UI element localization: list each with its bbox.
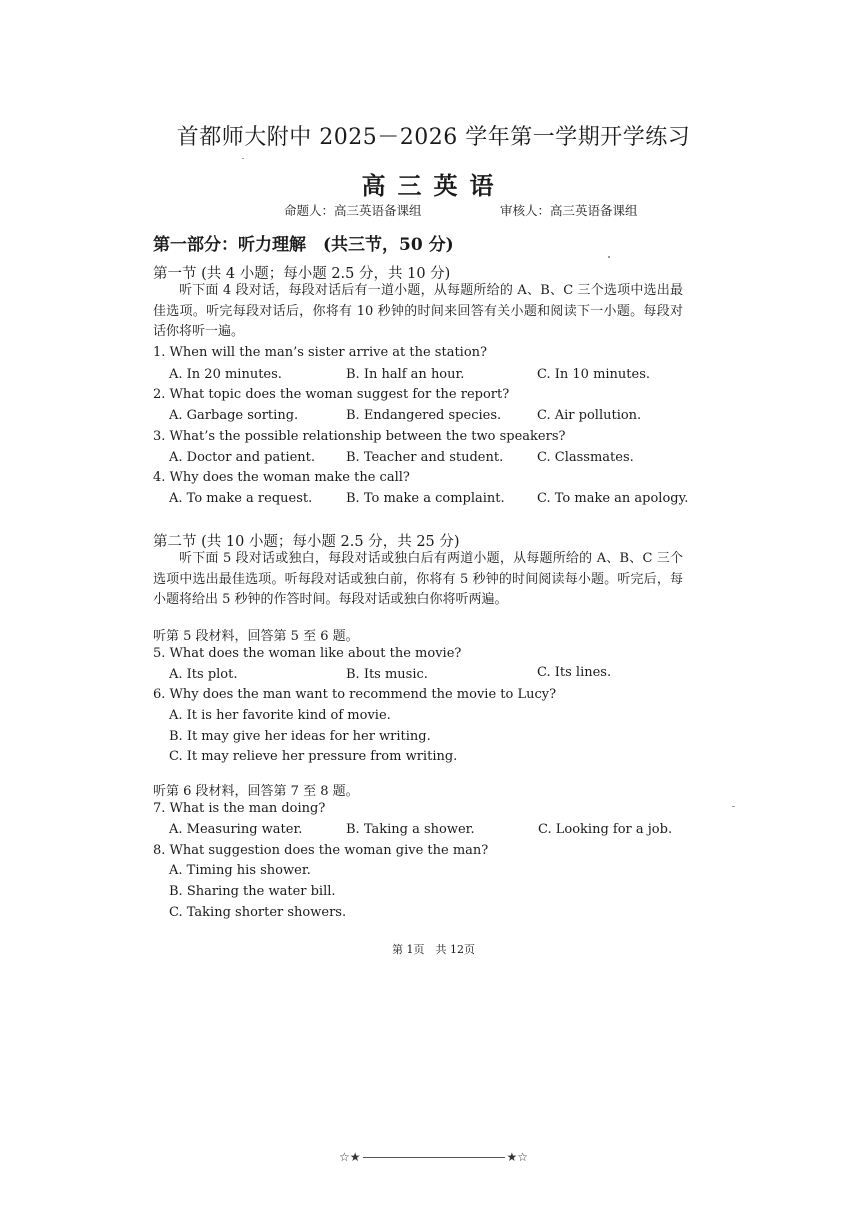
q3-option-c: C. Classmates. — [537, 450, 634, 465]
q2-option-c: C. Air pollution. — [537, 408, 642, 423]
q1-option-a: A. In 20 minutes. — [169, 367, 282, 382]
part1-heading: 第一部分：听力理解 (共三节，50 分) — [153, 235, 454, 255]
section1-heading: 第一节 (共 4 小题；每小题 2.5 分，共 10 分) — [153, 266, 451, 282]
q4-option-b: B. To make a complaint. — [346, 491, 505, 506]
author-label: 命题人：高三英语备课组 — [284, 203, 422, 218]
page-number: 第 1页 共 12页 — [392, 943, 475, 956]
section2-instruction: 听下面 5 段对话或独白，每段对话或独白后有两道小题，从每题所给的 A、B、C 三个选项中选出最佳选项。听每段对话或独白前，你将有 5 秒钟的时间阅读每小题。听完后，每小题将给出 5 秒钟的作答时间。每段对话或独白你将听两遍。 — [153, 551, 683, 607]
subject-title: 高三英语 — [361, 171, 506, 200]
material-6-label: 听第 6 段材料，回答第 7 至 8 题。 — [153, 784, 359, 799]
reviewer-label: 审核人：高三英语备课组 — [500, 203, 638, 218]
section2-heading: 第二节 (共 10 小题；每小题 2.5 分，共 25 分) — [153, 534, 460, 550]
question-6: 6. Why does the man want to recommend the movie to Lucy? — [153, 687, 557, 702]
q4-option-c: C. To make an apology. — [537, 491, 689, 506]
q3-option-a: A. Doctor and patient. — [169, 450, 316, 465]
q8-option-c: C. Taking shorter showers. — [169, 905, 347, 920]
question-2: 2. What topic does the woman suggest for the report? — [153, 387, 510, 402]
q5-option-a: A. Its plot. — [169, 667, 238, 682]
question-7: 7. What is the man doing? — [153, 801, 326, 816]
q6-option-c: C. It may relieve her pressure from writing. — [169, 749, 458, 764]
question-4: 4. Why does the woman make the call? — [153, 470, 410, 485]
divider-line — [363, 1157, 505, 1158]
scan-speck — [608, 256, 610, 258]
bottom-decoration — [0, 1150, 867, 1164]
material-5-label: 听第 5 段材料，回答第 5 至 6 题。 — [153, 629, 359, 644]
question-5: 5. What does the woman like about the movie? — [153, 646, 462, 661]
scan-speck — [732, 806, 735, 807]
exam-title: 首都师大附中 2025－2026 学年第一学期开学练习 — [176, 125, 691, 150]
q8-option-b: B. Sharing the water bill. — [169, 884, 336, 899]
q7-option-c: C. Looking for a job. — [538, 822, 673, 837]
section1-instruction: 听下面 4 段对话，每段对话后有一道小题，从每题所给的 A、B、C 三个选项中选出最佳选项。听完每段对话后，你将有 10 秒钟的时间来回答有关小题和阅读下一小题。每段对话你将听一遍。 — [153, 283, 683, 339]
left-stars-icon: ☆★ — [338, 1150, 361, 1164]
question-3: 3. What’s the possible relationship between the two speakers? — [153, 429, 566, 444]
q3-option-b: B. Teacher and student. — [346, 450, 504, 465]
q1-option-b: B. In half an hour. — [346, 367, 465, 382]
scan-speck — [242, 158, 244, 159]
q4-option-a: A. To make a request. — [169, 491, 313, 506]
q6-option-a: A. It is her favorite kind of movie. — [169, 708, 391, 723]
q1-option-c: C. In 10 minutes. — [537, 367, 651, 382]
q6-option-b: B. It may give her ideas for her writing. — [169, 729, 431, 744]
q5-option-c: C. Its lines. — [537, 665, 612, 680]
q8-option-a: A. Timing his shower. — [169, 863, 311, 878]
question-8: 8. What suggestion does the woman give the man? — [153, 843, 489, 858]
right-stars-icon: ★☆ — [506, 1150, 529, 1164]
q2-option-b: B. Endangered species. — [346, 408, 502, 423]
q5-option-b: B. Its music. — [346, 667, 428, 682]
q7-option-a: A. Measuring water. — [169, 822, 303, 837]
q7-option-b: B. Taking a shower. — [346, 822, 475, 837]
q2-option-a: A. Garbage sorting. — [169, 408, 299, 423]
question-1: 1. When will the man’s sister arrive at the station? — [153, 345, 488, 360]
